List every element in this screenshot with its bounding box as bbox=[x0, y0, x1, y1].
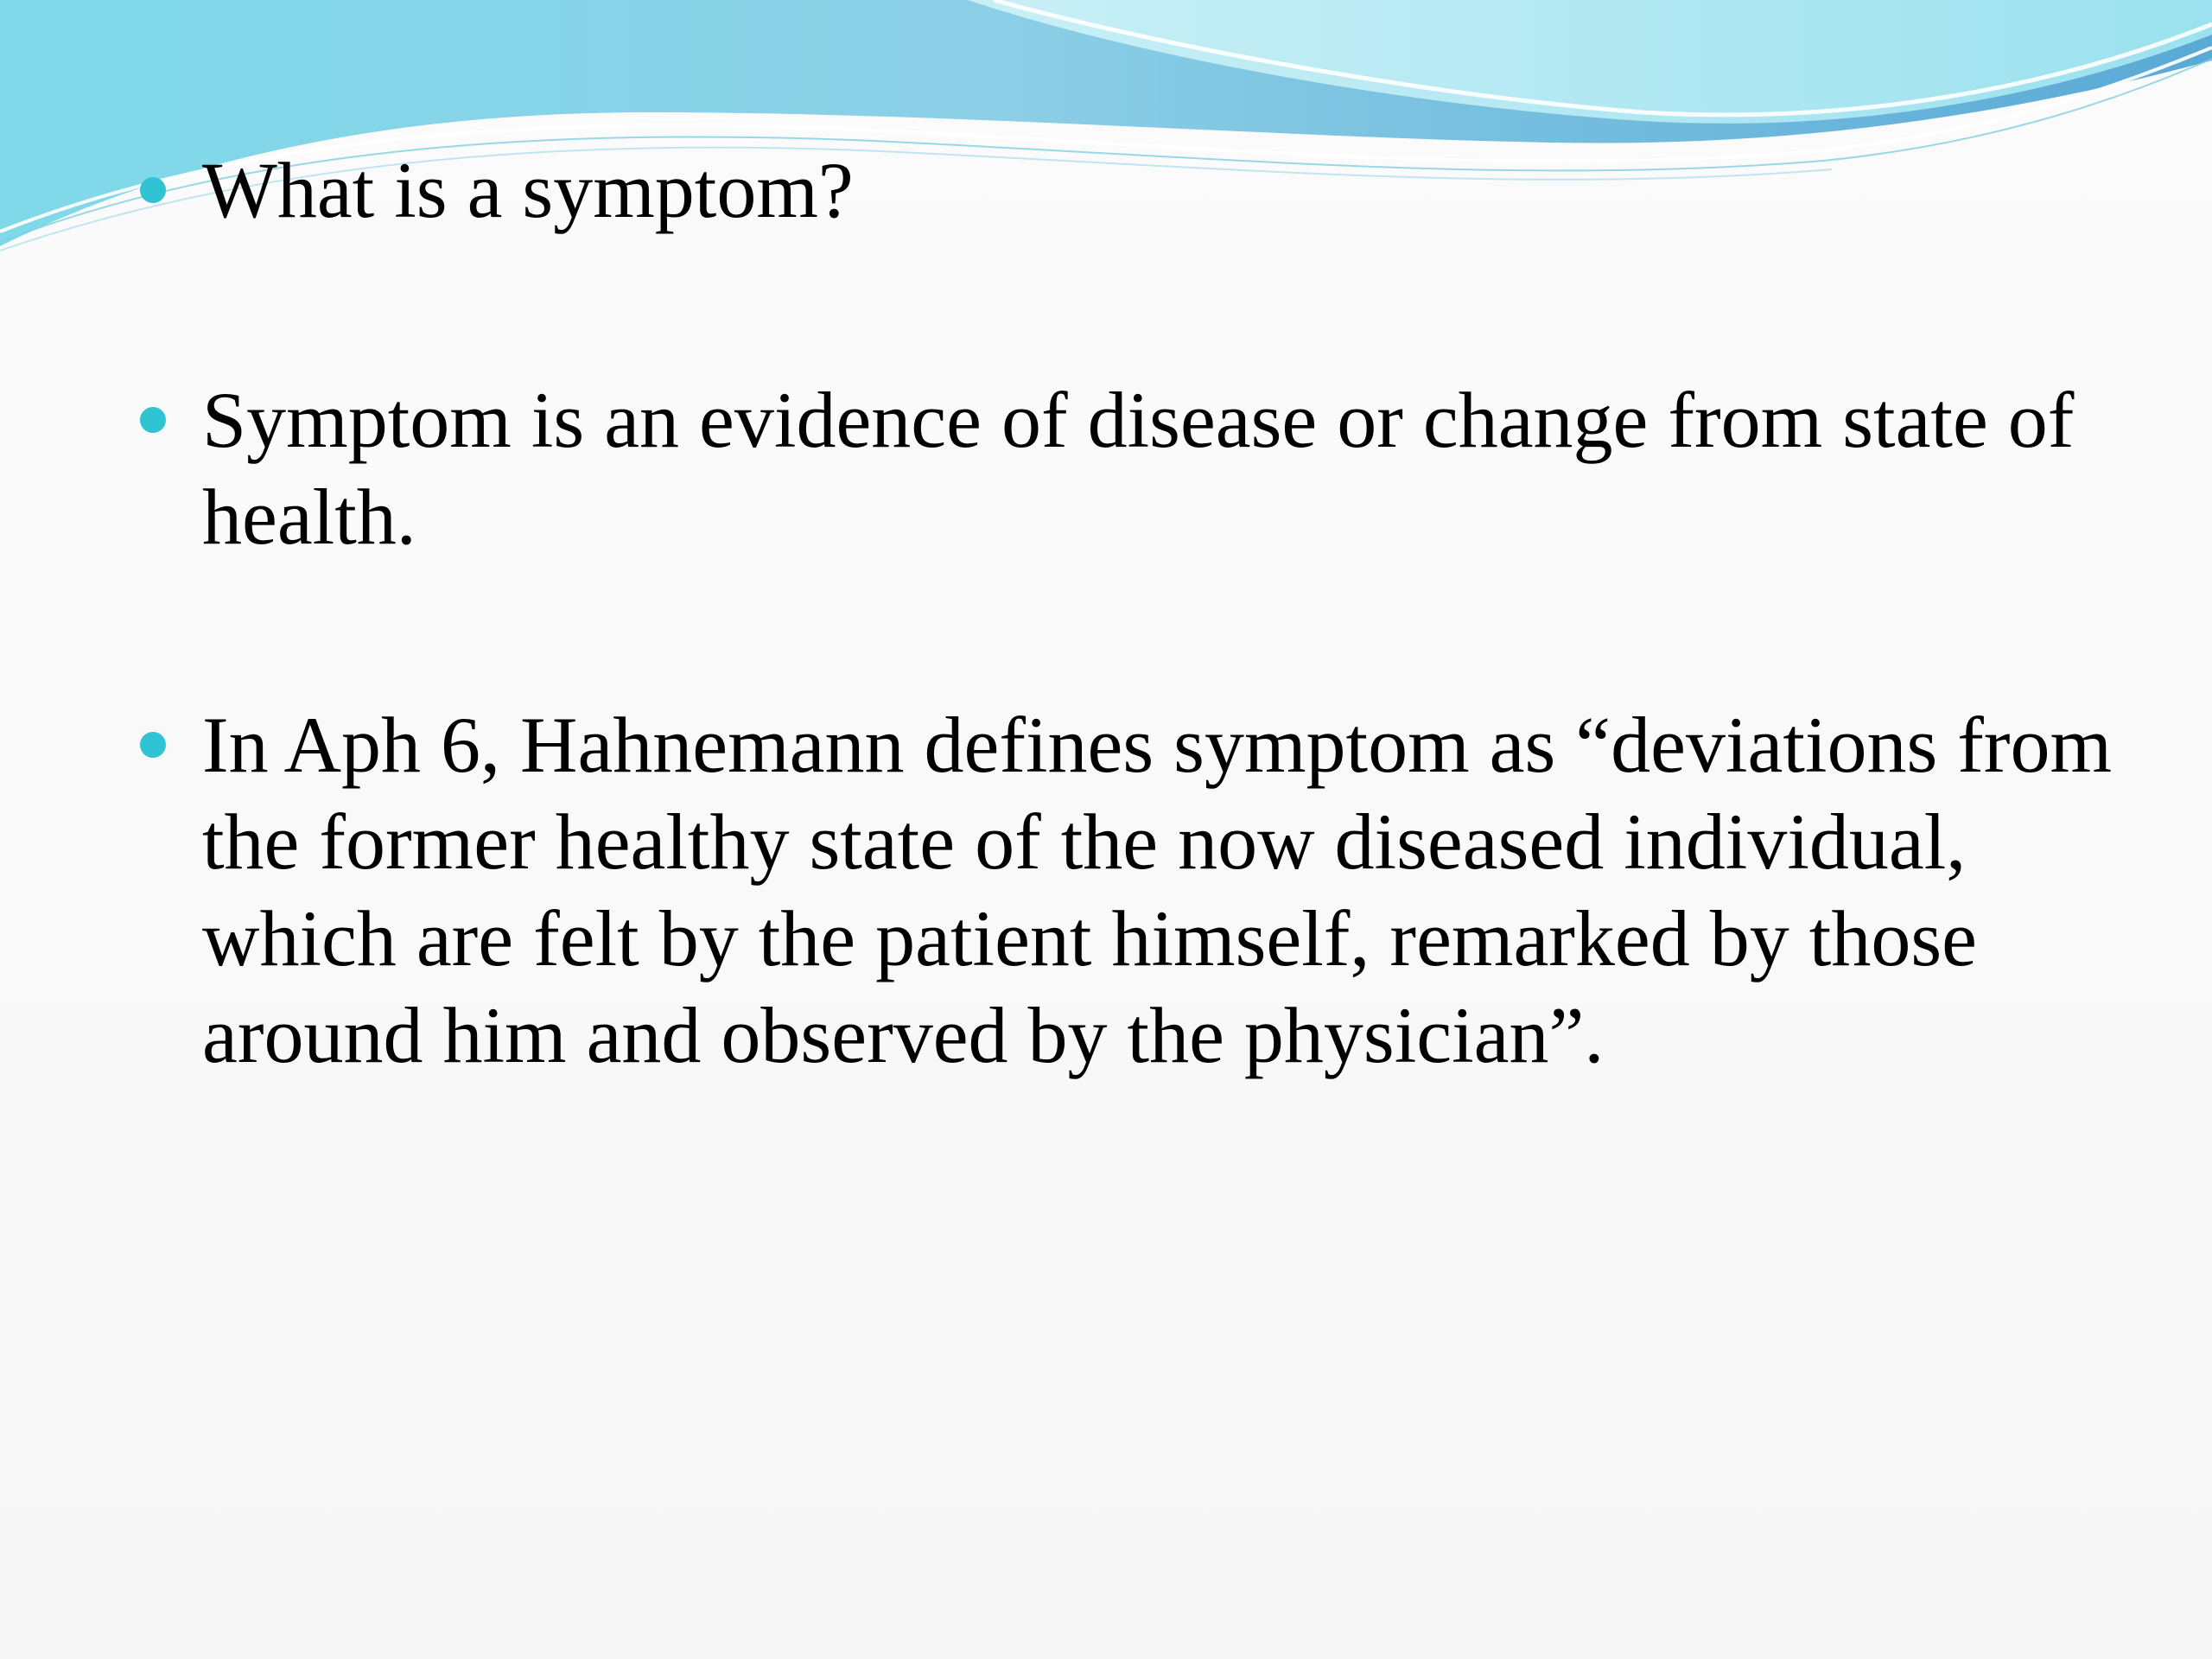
bullet-text: In Aph 6, Hahnemann defines symptom as “deviations from the former healthy state of the now diseased individual, which are felt by the patient himself, remarked by those around him and observed by the physician”. bbox=[202, 701, 2113, 1079]
bullet-item-hahnemann-quote bbox=[202, 696, 2138, 1084]
bullet-dot-icon bbox=[140, 177, 166, 203]
bullet-text: What is a symptom? bbox=[202, 146, 854, 234]
bullet-dot-icon bbox=[140, 732, 166, 758]
bullet-item-question bbox=[202, 142, 2138, 238]
bullet-text: Symptom is an evidence of disease or change from state of health. bbox=[202, 376, 2075, 561]
bullet-item-definition bbox=[202, 372, 2138, 565]
bullet-dot-icon bbox=[140, 407, 166, 433]
